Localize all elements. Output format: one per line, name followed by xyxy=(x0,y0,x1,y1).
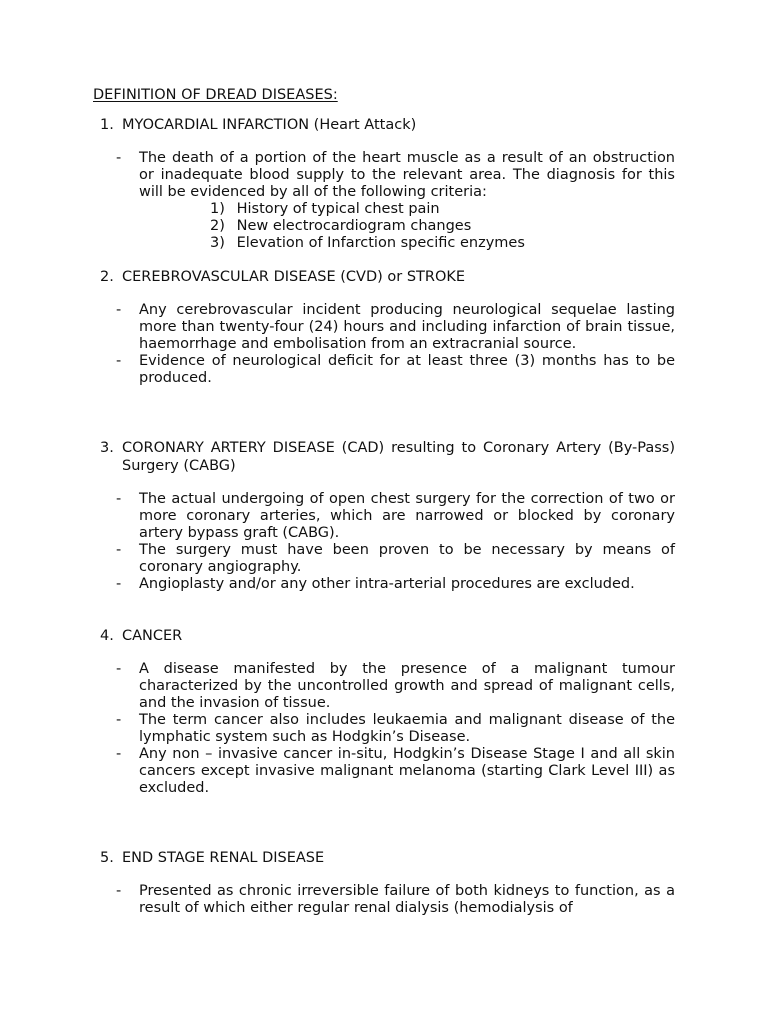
section-coronary-artery-disease xyxy=(100,439,675,593)
section-end-stage-renal-disease xyxy=(100,849,675,917)
bullet-text: The death of a portion of the heart muscle as a result of an obstruction or inadequate blood supply to the relevant area. The diagnosis for this will be evidenced by all of the following criteria: xyxy=(139,150,675,200)
section-title: MYOCARDIAL INFARCTION (Heart Attack) xyxy=(122,117,417,133)
bullet-list xyxy=(100,661,675,797)
dash-marker: - xyxy=(116,353,122,369)
criteria-item xyxy=(210,235,675,252)
bullet-text: A disease manifested by the presence of a malignant tumour characterized by the uncontrolled growth and spread of malignant cells, and the invasion of tissue. xyxy=(139,661,675,711)
section-title: CANCER xyxy=(122,628,183,644)
bullet-text: Presented as chronic irreversible failure of both kidneys to function, as a result of which either regular renal dialysis (hemodialysis of xyxy=(139,883,675,916)
bullet-list xyxy=(100,302,675,387)
dash-marker: - xyxy=(116,712,122,728)
list-item xyxy=(100,712,675,746)
bullet-list xyxy=(100,883,675,917)
bullet-text: Angioplasty and/or any other intra-arterial procedures are excluded. xyxy=(139,576,635,592)
criteria-number: 3) xyxy=(210,235,225,251)
dash-marker: - xyxy=(116,883,122,899)
bullet-text: Any non – invasive cancer in-situ, Hodgkin’s Disease Stage I and all skin cancers except invasive malignant melanoma (starting Clark Level III) as excluded. xyxy=(139,746,675,796)
section-title: END STAGE RENAL DISEASE xyxy=(122,850,325,866)
list-item xyxy=(100,491,675,542)
criteria-number: 2) xyxy=(210,218,225,234)
list-item xyxy=(100,542,675,576)
dash-marker: - xyxy=(116,150,122,166)
dash-marker: - xyxy=(116,302,122,318)
bullet-text: Any cerebrovascular incident producing neurological sequelae lasting more than twenty-four (24) hours and including infarction of brain tissue, haemorrhage and embolisation from an extracranial source. xyxy=(139,302,675,352)
dash-marker: - xyxy=(116,491,122,507)
list-item xyxy=(100,353,675,387)
dash-marker: - xyxy=(116,576,122,592)
bullet-text: The actual undergoing of open chest surgery for the correction of two or more coronary arteries, which are narrowed or blocked by coronary artery bypass graft (CABG). xyxy=(139,491,675,541)
section-number: 3. xyxy=(100,440,114,456)
criteria-text: New electrocardiogram changes xyxy=(236,218,472,234)
list-item xyxy=(100,746,675,797)
section-heading xyxy=(100,849,675,867)
section-number: 2. xyxy=(100,269,114,285)
criteria-item xyxy=(210,201,675,218)
section-title: CEREBROVASCULAR DISEASE (CVD) or STROKE xyxy=(122,269,466,285)
criteria-item xyxy=(210,218,675,235)
dash-marker: - xyxy=(116,661,122,677)
criteria-text: Elevation of Infarction specific enzymes xyxy=(236,235,525,251)
list-item xyxy=(100,883,675,917)
bullet-text: Evidence of neurological deficit for at least three (3) months has to be produced. xyxy=(139,353,675,386)
section-cancer xyxy=(100,627,675,797)
bullet-text: The term cancer also includes leukaemia and malignant disease of the lymphatic system such as Hodgkin’s Disease. xyxy=(139,712,675,745)
section-title: CORONARY ARTERY DISEASE (CAD) resulting to Coronary Artery (By-Pass) Surgery (CABG) xyxy=(122,440,675,474)
criteria-number: 1) xyxy=(210,201,225,217)
section-heading xyxy=(100,268,675,286)
list-item xyxy=(100,661,675,712)
list-item xyxy=(100,576,675,593)
section-heading xyxy=(100,439,675,475)
section-heading xyxy=(100,627,675,645)
list-item xyxy=(100,302,675,353)
bullet-text: The surgery must have been proven to be necessary by means of coronary angiography. xyxy=(139,542,675,575)
criteria-list xyxy=(100,201,675,252)
section-cerebrovascular-disease xyxy=(100,268,675,387)
list-item xyxy=(100,150,675,201)
bullet-list xyxy=(100,150,675,201)
section-heading xyxy=(100,116,675,134)
bullet-list xyxy=(100,491,675,593)
dash-marker: - xyxy=(116,542,122,558)
dash-marker: - xyxy=(116,746,122,762)
document-title: DEFINITION OF DREAD DISEASES: xyxy=(93,87,338,103)
section-number: 5. xyxy=(100,850,114,866)
section-myocardial-infarction xyxy=(100,116,675,252)
section-number: 4. xyxy=(100,628,114,644)
section-number: 1. xyxy=(100,117,114,133)
criteria-text: History of typical chest pain xyxy=(236,201,440,217)
